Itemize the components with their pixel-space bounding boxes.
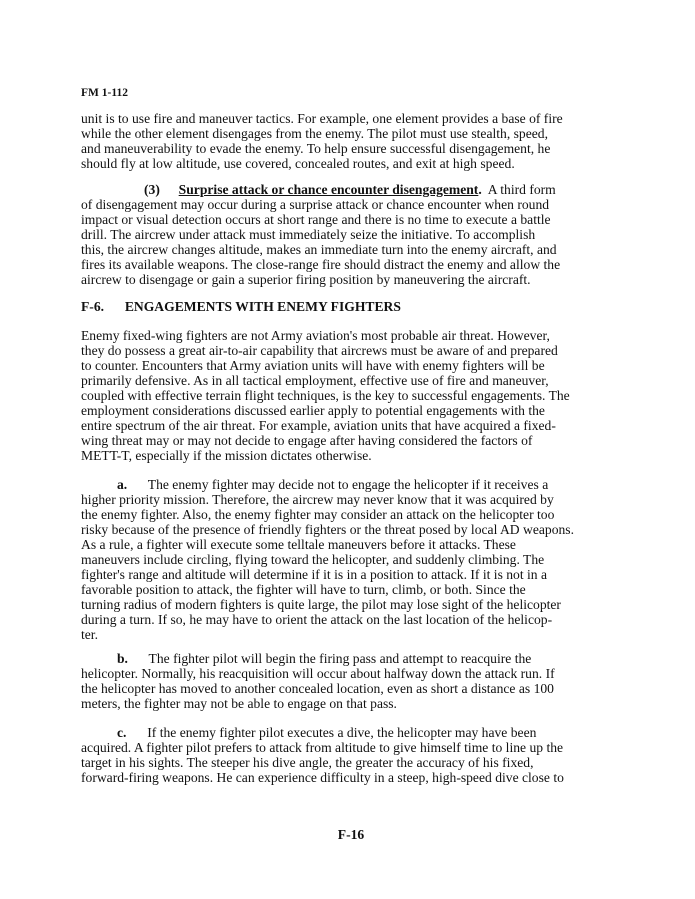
text-line: higher priority mission. Therefore, the aircrew may never know that it was acquired by <box>81 492 554 507</box>
text-line: should fly at low altitude, use covered, concealed routes, and exit at high speed. <box>81 156 515 171</box>
text-line: fires its available weapons. The close-range fire should distract the enemy and allow the <box>81 257 561 272</box>
section-heading-f6 <box>81 299 401 315</box>
text-line: unit is to use fire and maneuver tactics. For example, one element provides a base of fire <box>81 111 563 126</box>
text-line: aircrew to disengage or gain a superior firing position by maneuvering the aircraft. <box>81 272 531 287</box>
text-line: risky because of the presence of friendly fighters or the threat posed by local AD weapons. <box>81 522 574 537</box>
text-line: this, the aircrew changes altitude, makes an immediate turn into the enemy aircraft, and <box>81 242 557 257</box>
text-line: while the other element disengages from the enemy. The pilot must use stealth, speed, <box>81 126 548 141</box>
text-line: coupled with effective terrain flight techniques, is the key to successful engagements. The <box>81 388 570 403</box>
paragraph-marker: b. <box>117 651 128 666</box>
paragraph-title: Surprise attack or chance encounter disengagement <box>178 182 479 197</box>
text-line: employment considerations discussed earlier apply to potential engagements with the <box>81 403 545 418</box>
section-title: ENGAGEMENTS WITH ENEMY FIGHTERS <box>124 299 401 314</box>
text-line: drill. The aircrew under attack must immediately seize the initiative. To accomplish <box>81 227 536 242</box>
text-line: forward-firing weapons. He can experience difficulty in a steep, high-speed dive close to <box>81 770 564 785</box>
paragraph-first-line-text: The enemy fighter may decide not to engage the helicopter if it receives a <box>147 477 549 492</box>
text-line: entire spectrum of the air threat. For example, aviation units that have acquired a fixed- <box>81 418 556 433</box>
text-line: impact or visual detection occurs at short range and there is no time to execute a battle <box>81 212 551 227</box>
section-number: F-6. <box>81 299 105 314</box>
text-line: primarily defensive. As in all tactical employment, effective use of fire and maneuver, <box>81 373 549 388</box>
page-number: F-16 <box>337 827 365 842</box>
text-line: of disengagement may occur during a surprise attack or chance encounter when round <box>81 197 550 212</box>
text-line: Enemy fixed-wing fighters are not Army aviation's most probable air threat. However, <box>81 328 550 343</box>
text-line: maneuvers include circling, flying toward the helicopter, and suddenly climbing. The <box>81 552 545 567</box>
paragraph-first-line <box>117 477 548 492</box>
text-line: METT-T, especially if the mission dictates otherwise. <box>81 448 372 463</box>
text-line: fighter's range and altitude will determine if it is in a position to attack. If it is not in a <box>81 567 548 582</box>
paragraph-first-line <box>117 725 536 740</box>
text-line: wing threat may or may not decide to engage after having considered the factors of <box>81 433 533 448</box>
paragraph-first-line <box>117 651 531 666</box>
text-line: and maneuverability to evade the enemy. To help ensure successful disengagement, he <box>81 141 551 156</box>
text-line: target in his sights. The steeper his dive angle, the greater the accuracy of his fixed, <box>81 755 534 770</box>
paragraph-title-period: . <box>478 182 482 197</box>
paragraph-first-line-text: If the enemy fighter pilot executes a dive, the helicopter may have been <box>147 725 537 740</box>
text-line: they do possess a great air-to-air capability that aircrews must be aware of and prepared <box>81 343 558 358</box>
text-line: As a rule, a fighter will execute some telltale maneuvers before it attacks. These <box>81 537 516 552</box>
text-line: meters, the fighter may not be able to engage on that pass. <box>81 696 397 711</box>
text-line: helicopter. Normally, his reacquisition will occur about halfway down the attack run. If <box>81 666 555 681</box>
paragraph-marker: c. <box>117 725 127 740</box>
paragraph-marker: (3) <box>144 182 160 197</box>
text-line: favorable position to attack, the fighter will have to turn, climb, or both. Since the <box>81 582 526 597</box>
paragraph-marker: a. <box>117 477 128 492</box>
text-line: the enemy fighter. Also, the enemy fighter may consider an attack on the helicopter too <box>81 507 555 522</box>
text-line: during a turn. If so, he may have to orient the attack on the last location of the helicop- <box>81 612 553 627</box>
text-line: the helicopter has moved to another concealed location, even as short a distance as 100 <box>81 681 554 696</box>
paragraph-first-line <box>144 182 556 197</box>
text-line: to counter. Encounters that Army aviation units will have with enemy fighters will be <box>81 358 545 373</box>
paragraph-first-line-text: The fighter pilot will begin the firing pass and attempt to reacquire the <box>148 651 532 666</box>
paragraph-first-line-text: A third form <box>481 182 556 197</box>
text-line: acquired. A fighter pilot prefers to attack from altitude to give himself time to line up the <box>81 740 564 755</box>
document-id-header: FM 1-112 <box>81 87 128 99</box>
text-line: turning radius of modern fighters is quite large, the pilot may lose sight of the helicopter <box>81 597 561 612</box>
text-line: ter. <box>81 627 98 642</box>
